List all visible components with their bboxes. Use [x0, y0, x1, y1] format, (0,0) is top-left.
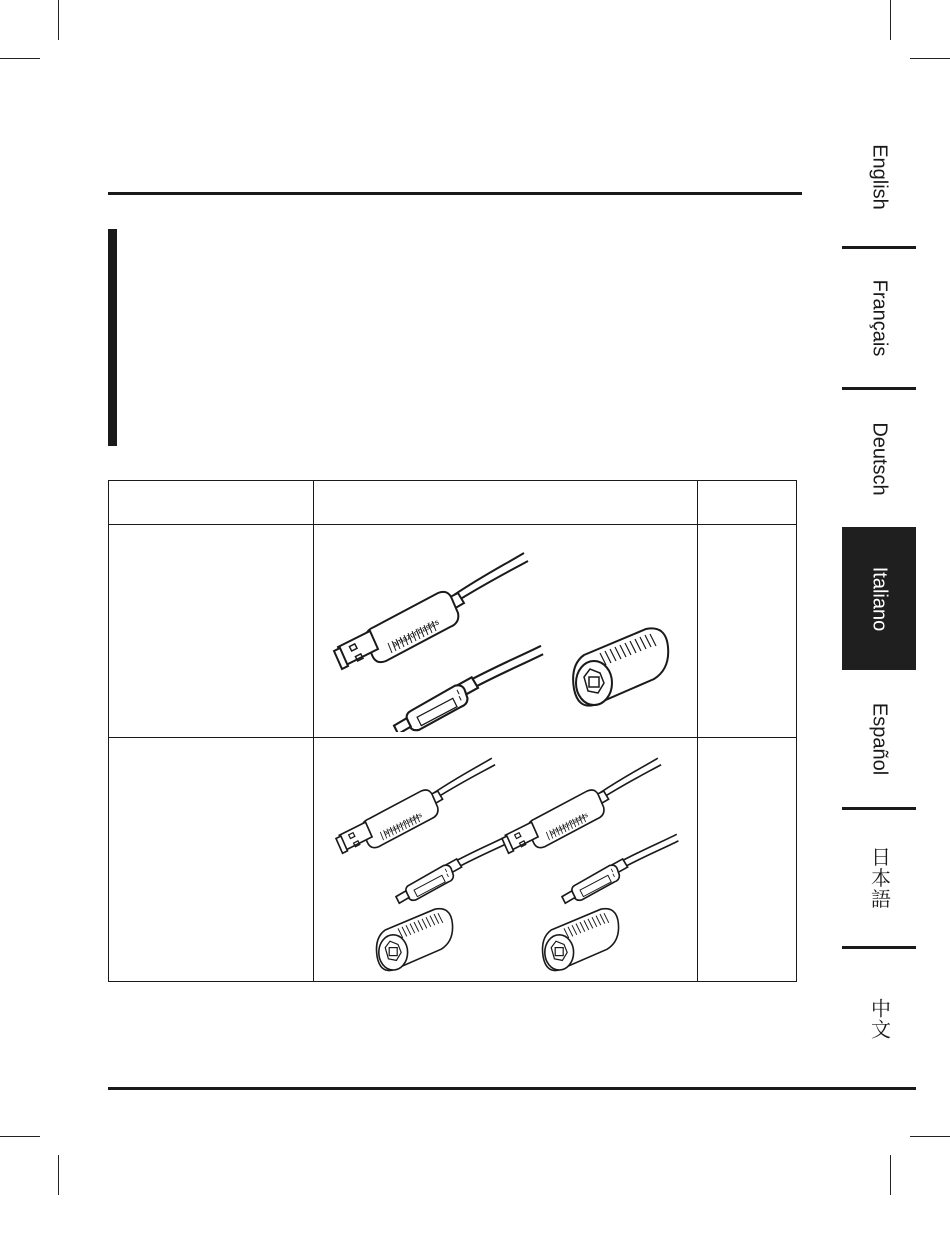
package-contents-table: [108, 480, 797, 982]
tab-deutsch[interactable]: [842, 390, 916, 527]
table-header-cell: [698, 481, 797, 525]
table-cell-illustration: [314, 738, 698, 982]
tab-francais[interactable]: [842, 249, 916, 387]
footer-rule: [108, 1087, 916, 1090]
usb-cable-drawing: [336, 758, 495, 853]
crop-mark: [890, 0, 891, 40]
crop-mark: [910, 58, 950, 59]
adapter-drawing: [573, 628, 668, 705]
table-cell: [698, 525, 797, 738]
tab-italiano[interactable]: [842, 527, 916, 670]
crop-mark: [58, 1155, 59, 1195]
table-row: [109, 525, 797, 738]
usb-cable-drawing: [502, 758, 661, 853]
table-header-row: [109, 481, 797, 525]
language-tabs: [842, 108, 916, 1088]
micro-usb-drawing: [396, 834, 512, 903]
adapter-drawing: [542, 909, 618, 971]
brand-text: amazonbasics: [382, 811, 424, 838]
tab-label: Italiano: [868, 566, 891, 631]
tab-label: 中文: [867, 997, 890, 1040]
table-cell: [109, 525, 314, 738]
crop-mark: [58, 0, 59, 40]
crop-mark: [890, 1155, 891, 1195]
tab-label: Français: [868, 279, 891, 357]
tab-label: Deutsch: [868, 421, 891, 496]
brand-text: amazonbasics: [390, 617, 441, 649]
tab-espanol[interactable]: [842, 670, 916, 807]
crop-mark: [910, 1136, 950, 1137]
table-header-cell: [314, 481, 698, 525]
header-rule: [108, 192, 802, 195]
tab-english[interactable]: [842, 108, 916, 246]
table-row: [109, 738, 797, 982]
brand-text: amazonbasics: [548, 811, 590, 838]
tab-label: English: [868, 144, 891, 210]
section-bar: [108, 229, 117, 446]
table-cell: [698, 738, 797, 982]
tab-label: 日本語: [867, 846, 890, 910]
adapter-drawing: [376, 909, 452, 971]
double-pack-illustration: [314, 738, 698, 976]
usb-cable-drawing: [334, 553, 528, 669]
table-header-cell: [109, 481, 314, 525]
micro-usb-drawing: [562, 834, 678, 903]
tab-label: Español: [868, 702, 891, 775]
single-pack-illustration: [314, 525, 698, 732]
tab-japanese[interactable]: [842, 810, 916, 946]
micro-usb-drawing: [394, 646, 543, 732]
tab-chinese[interactable]: [842, 949, 916, 1088]
crop-mark: [0, 58, 40, 59]
table-cell-illustration: [314, 525, 698, 738]
table-cell: [109, 738, 314, 982]
crop-mark: [0, 1136, 40, 1137]
